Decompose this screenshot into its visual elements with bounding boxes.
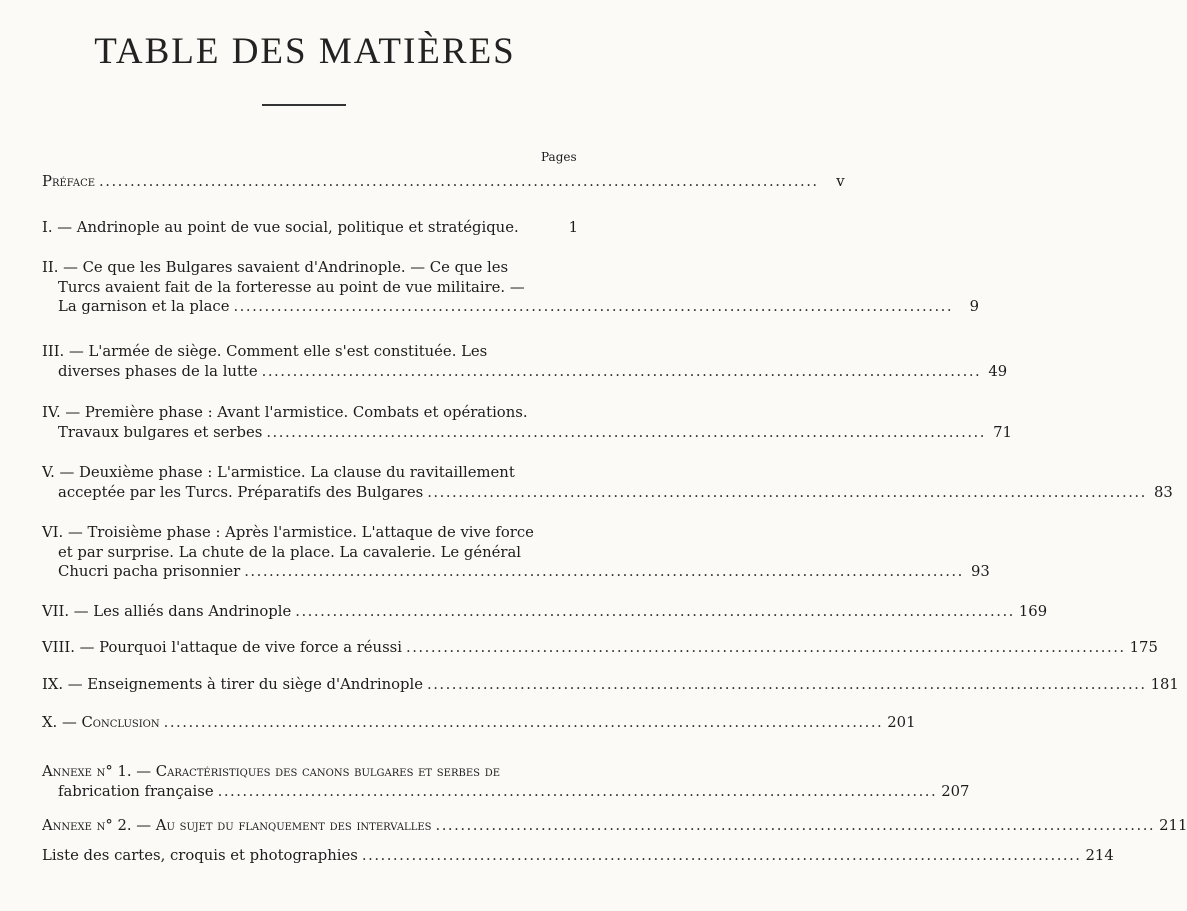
toc-entry-7[interactable] — [42, 602, 1048, 622]
entry-text: I. — Andrinople au point de vue social, politique et stratégique. — [42, 219, 519, 236]
toc-entry-1[interactable] — [42, 218, 578, 238]
leader-dots: .................................................................................................................... — [233, 298, 954, 316]
entry-text: et par surprise. La chute de la place. La cavalerie. Le général — [58, 543, 522, 561]
entry-text: acceptée par les Turcs. Préparatifs des Bulgares — [58, 483, 424, 501]
toc-entry-liste[interactable] — [42, 846, 1114, 866]
page-number: 93 — [970, 563, 990, 581]
page-number: 207 — [941, 782, 970, 800]
page-number: 175 — [1129, 639, 1158, 656]
entry-text: X. — Conclusion — [42, 714, 160, 731]
entry-text: diverses phases de la lutte — [58, 362, 258, 380]
page-number: 181 — [1150, 676, 1179, 693]
entry-text: V. — Deuxième phase : L'armistice. La clause du ravitaillement — [42, 464, 515, 481]
leader-dots: .................................................................................................................... — [244, 563, 964, 581]
toc-entry-annexe-2[interactable] — [42, 816, 1187, 836]
entry-text: Préface — [42, 173, 96, 190]
entry-text: IV. — Première phase : Avant l'armistice. Combats et opérations. — [42, 404, 528, 421]
page-number: 201 — [887, 714, 916, 731]
page-number: 169 — [1018, 603, 1048, 620]
page-number: 211 — [1159, 817, 1187, 834]
toc-entry-8[interactable] — [42, 638, 1158, 658]
page-number: 9 — [969, 298, 980, 316]
leader-dots: .................................................................................................................... — [426, 676, 1147, 693]
page-number: v — [836, 173, 845, 190]
entry-text: fabrication française — [58, 782, 214, 800]
entry-text: Turcs avaient fait de la forteresse au point de vue militaire. — — [58, 278, 525, 296]
page-number: 1 — [568, 219, 578, 236]
entry-text: IX. — Enseignements à tirer du siège d'Andrinople — [42, 676, 423, 693]
page-number: 49 — [988, 362, 1008, 380]
page-title: TABLE DES MATIÈRES — [94, 31, 516, 72]
leader-dots: .................................................................................................................... — [361, 847, 1082, 864]
toc-entry-6[interactable] — [42, 523, 990, 582]
leader-dots: .................................................................................................................... — [435, 817, 1156, 834]
entry-text: Annexe n° 1. — Caractéristiques des canons bulgares et serbes de — [42, 763, 501, 780]
entry-text: VIII. — Pourquoi l'attaque de vive force a réussi — [42, 639, 402, 656]
page-number: 214 — [1085, 847, 1114, 864]
leader-dots: .................................................................................................................... — [266, 423, 986, 441]
toc-entry-5[interactable] — [42, 463, 1173, 502]
leader-dots: .................................................................................................................... — [163, 714, 884, 731]
page-number: 83 — [1153, 483, 1173, 501]
entry-text: III. — L'armée de siège. Comment elle s'est constituée. Les — [42, 343, 488, 360]
entry-text: VI. — Troisième phase : Après l'armistice. L'attaque de vive force — [42, 524, 534, 541]
title-rule — [262, 104, 346, 106]
leader-dots: .................................................................................................................... — [217, 782, 938, 800]
leader-dots: .................................................................................................................... — [427, 483, 1147, 501]
page-number: 71 — [993, 423, 1012, 441]
toc-entry-4[interactable] — [42, 403, 1012, 442]
toc-entry-10[interactable] — [42, 713, 916, 733]
toc-entry-2[interactable] — [42, 258, 980, 317]
entry-text: Liste des cartes, croquis et photographies — [42, 847, 358, 864]
entry-text: VII. — Les alliés dans Andrinople — [42, 603, 292, 620]
leader-dots: .................................................................................................................... — [406, 639, 1126, 656]
toc-entry-3[interactable] — [42, 342, 1008, 381]
toc-entry-9[interactable] — [42, 675, 1179, 695]
toc-entry-preface[interactable] — [42, 172, 845, 192]
entry-text: Annexe n° 2. — Au sujet du flanquement des intervalles — [42, 817, 432, 834]
entry-text: Travaux bulgares et serbes — [58, 423, 263, 441]
leader-dots: .................................................................................................................... — [295, 603, 1015, 620]
toc-entry-annexe-1[interactable] — [42, 762, 970, 801]
entry-text: Chucri pacha prisonnier — [58, 563, 241, 581]
leader-dots: .................................................................................................................... — [99, 173, 819, 190]
entry-text: La garnison et la place — [58, 298, 230, 316]
leader-dots: .................................................................................................................... — [261, 362, 982, 380]
pages-column-label: Pages — [541, 150, 577, 164]
entry-text: II. — Ce que les Bulgares savaient d'Andrinople. — Ce que les — [42, 259, 509, 276]
